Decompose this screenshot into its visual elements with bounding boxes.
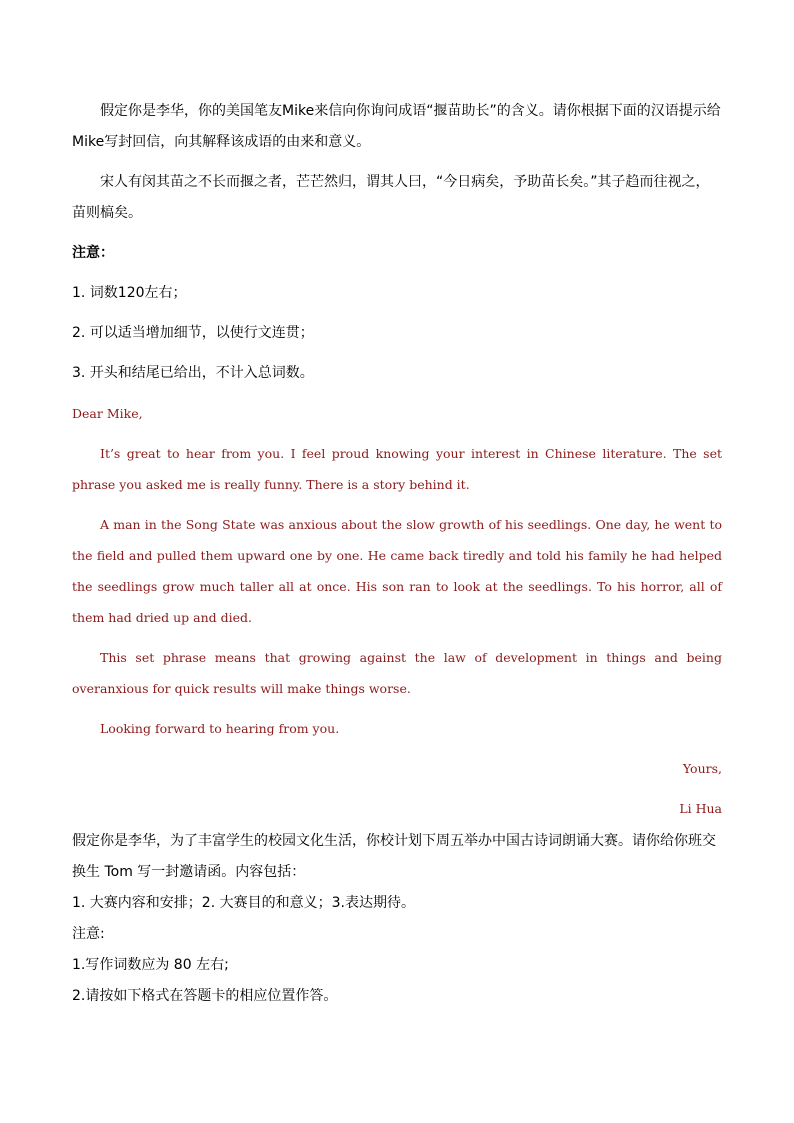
- task1-note-3: 3. 开头和结尾已给出，不计入总词数。: [72, 365, 314, 381]
- letter-paragraph-2: A man in the Song State was anxious about the slow growth of his seedlings. One day, he went to the field and pulled them upward one by one. He came back tiredly and told his family he had helped the seedlings grow much taller all at once. His son ran to look at the seedlings. To his horror, all of them had dried up and died.: [72, 517, 722, 625]
- letter-closing: Yours,: [682, 761, 722, 776]
- task1-note-2: 2. 可以适当增加细节，以使行文连贯；: [72, 325, 314, 341]
- letter-paragraph-1: It’s great to hear from you. I feel proud knowing your interest in Chinese literature. The set phrase you asked me is really funny. There is a story behind it.: [72, 446, 722, 492]
- task1-section: [72, 96, 722, 824]
- task2-section: [72, 826, 722, 1012]
- task1-prompt: 假定你是李华，你的美国笔友Mike来信向你询问成语“揠苗助长”的含义。请你根据下面的汉语提示给Mike写封回信，向其解释该成语的由来和意义。: [72, 103, 721, 150]
- task1-note-title: 注意：: [72, 245, 114, 261]
- task1-story: 宋人有闵其苗之不长而揠之者，芒芒然归，谓其人曰，“今日病矣，予助苗长矣。”其子趋而往视之，苗则槁矣。: [72, 174, 710, 221]
- letter-paragraph-3: This set phrase means that growing against the law of development in things and being overanxious for quick results will make things worse.: [72, 650, 722, 696]
- task2-items: 1. 大赛内容和安排；2. 大赛目的和意义；3.表达期待。: [72, 895, 415, 911]
- letter-signature: Li Hua: [679, 801, 722, 816]
- task2-note-1: 1.写作词数应为 80 左右;: [72, 957, 229, 973]
- task2-note-2: 2.请按如下格式在答题卡的相应位置作答。: [72, 988, 338, 1004]
- task1-note-1: 1. 词数120左右；: [72, 285, 187, 301]
- letter-salutation: Dear Mike,: [72, 406, 143, 421]
- letter-paragraph-4: Looking forward to hearing from you.: [100, 721, 340, 736]
- task2-prompt: 假定你是李华，为了丰富学生的校园文化生活，你校计划下周五举办中国古诗词朗诵大赛。请你给你班交换生 Tom 写一封邀请函。内容包括：: [72, 833, 716, 880]
- task2-note-title: 注意:: [72, 926, 105, 942]
